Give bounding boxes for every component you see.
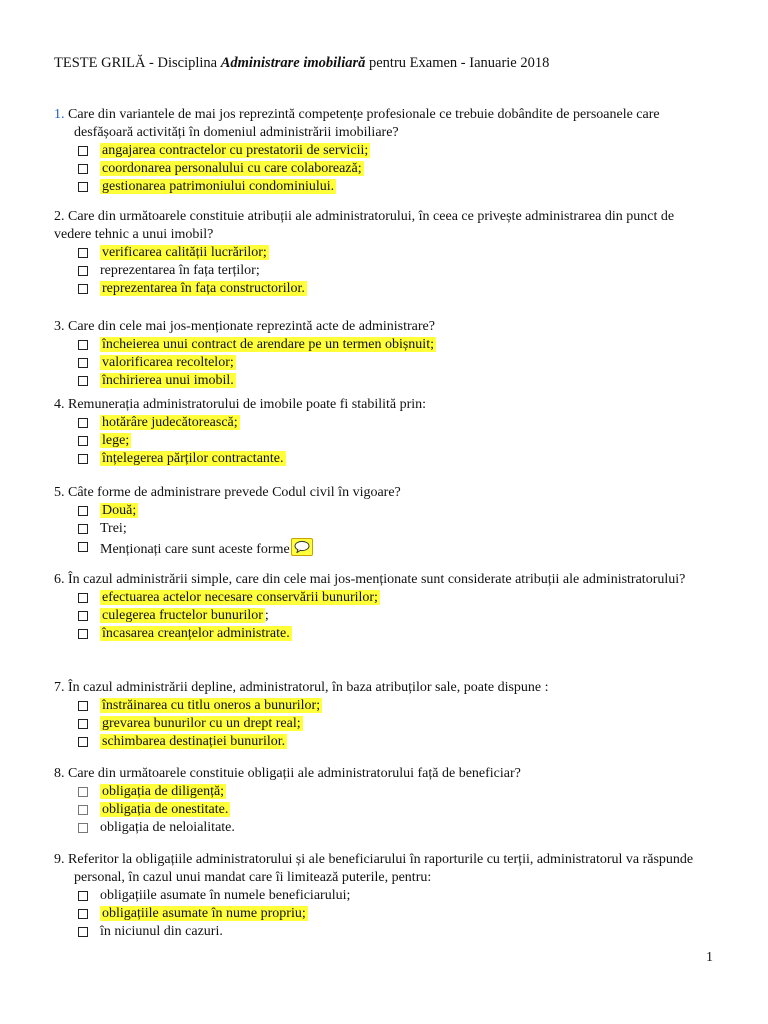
question-1 bbox=[54, 106, 714, 196]
option-text: grevarea bunurilor cu un drept real; bbox=[102, 716, 301, 731]
question-number: 6. bbox=[54, 572, 65, 587]
option-text: lege; bbox=[102, 433, 130, 448]
option-text: reprezentarea în fața constructorilor. bbox=[102, 281, 305, 296]
question-text: 3. Care din cele mai jos-menționate reprezintă acte de administrare? bbox=[54, 319, 435, 334]
checkbox-icon[interactable] bbox=[78, 284, 88, 294]
question-3 bbox=[54, 318, 714, 390]
question-2 bbox=[54, 208, 714, 298]
option-row bbox=[54, 520, 714, 538]
header-subject: Administrare imobiliară bbox=[220, 55, 366, 71]
checkbox-icon[interactable] bbox=[78, 927, 88, 937]
option-text: coordonarea personalului cu care colaborează; bbox=[102, 161, 362, 176]
option-text: verificarea calității lucrărilor; bbox=[102, 245, 267, 260]
option-row bbox=[54, 450, 714, 468]
option-text: în niciunul din cazuri. bbox=[100, 924, 223, 939]
checkbox-icon[interactable] bbox=[78, 248, 88, 258]
option-row bbox=[54, 432, 714, 450]
option-row bbox=[54, 336, 714, 354]
checkbox-icon[interactable] bbox=[78, 340, 88, 350]
question-5 bbox=[54, 484, 714, 556]
option-text: angajarea contractelor cu prestatorii de servicii; bbox=[102, 143, 369, 158]
checkbox-icon[interactable] bbox=[78, 611, 88, 621]
option-text: culegerea fructelor bunurilor bbox=[102, 608, 263, 623]
question-text: 7. În cazul administrării depline, administratorul, în baza atribuților sale, poate dispune : bbox=[54, 680, 549, 695]
checkbox-icon[interactable] bbox=[78, 737, 88, 747]
checkbox-icon[interactable] bbox=[78, 376, 88, 386]
option-row bbox=[54, 538, 714, 556]
header-suffix: pentru Examen - Ianuarie 2018 bbox=[368, 55, 550, 71]
question-number: 3. bbox=[54, 319, 65, 334]
checkbox-icon[interactable] bbox=[78, 805, 88, 815]
checkbox-icon[interactable] bbox=[78, 629, 88, 639]
option-row bbox=[54, 262, 714, 280]
question-9 bbox=[54, 851, 714, 941]
checkbox-icon[interactable] bbox=[78, 436, 88, 446]
option-row bbox=[54, 819, 714, 837]
page-number: 1 bbox=[706, 950, 713, 965]
checkbox-icon[interactable] bbox=[78, 506, 88, 516]
option-text: înțelegerea părților contractante. bbox=[102, 451, 284, 466]
option-row bbox=[54, 372, 714, 390]
checkbox-icon[interactable] bbox=[78, 719, 88, 729]
option-text: reprezentarea în fața terților; bbox=[100, 263, 260, 278]
question-text: 8. Care din următoarele constituie obligații ale administratorului față de beneficiar? bbox=[54, 766, 521, 781]
option-text: obligația de diligență; bbox=[102, 784, 225, 799]
option-text: înstrăinarea cu titlu oneros a bunurilor; bbox=[102, 698, 321, 713]
question-number: 8. bbox=[54, 766, 65, 781]
document-header bbox=[54, 55, 549, 72]
header-prefix: TESTE GRILĂ - Disciplina bbox=[54, 55, 218, 71]
checkbox-icon[interactable] bbox=[78, 358, 88, 368]
option-text: Trei; bbox=[100, 521, 127, 536]
question-text: 1. Care din variantele de mai jos reprezintă competențe profesionale ce trebuie dobândite de persoanele care desfășoară activități în domeniul administrării imobiliare? bbox=[54, 107, 660, 140]
option-text: obligația de onestitate. bbox=[102, 802, 229, 817]
option-row bbox=[54, 887, 714, 905]
option-row bbox=[54, 142, 714, 160]
checkbox-icon[interactable] bbox=[78, 418, 88, 428]
option-row bbox=[54, 923, 714, 941]
question-text: 9. Referitor la obligațiile administratorului și ale beneficiarului în raporturile cu terții, administratorul va răspunde personal, în cazul unui mandat care îi limitează puterile, pentru: bbox=[54, 852, 694, 885]
checkbox-icon[interactable] bbox=[78, 891, 88, 901]
question-number: 5. bbox=[54, 485, 65, 500]
checkbox-icon[interactable] bbox=[78, 146, 88, 156]
question-text: 4. Remunerația administratorului de imobile poate fi stabilită prin: bbox=[54, 397, 427, 412]
question-4 bbox=[54, 396, 714, 468]
option-row bbox=[54, 354, 714, 372]
checkbox-icon[interactable] bbox=[78, 823, 88, 833]
checkbox-icon[interactable] bbox=[78, 454, 88, 464]
checkbox-icon[interactable] bbox=[78, 266, 88, 276]
question-8 bbox=[54, 765, 714, 837]
option-row: culegerea fructelor bunurilor ; bbox=[54, 607, 714, 625]
question-number: 1. bbox=[54, 107, 65, 122]
option-row bbox=[54, 801, 714, 819]
question-text: 2. Care din următoarele constituie atribuții ale administratorului, în ceea ce privește administrarea din punct de vedere tehnic a unui imobil? bbox=[54, 209, 675, 242]
option-row bbox=[54, 625, 714, 643]
option-row bbox=[54, 715, 714, 733]
option-row bbox=[54, 244, 714, 262]
option-text: încheierea unui contract de arendare pe un termen obișnuit; bbox=[102, 337, 434, 352]
checkbox-icon[interactable] bbox=[78, 182, 88, 192]
option-text: Menționați care sunt aceste forme bbox=[100, 542, 290, 557]
option-text: gestionarea patrimoniului condominiului. bbox=[102, 179, 335, 194]
option-row bbox=[54, 280, 714, 298]
option-text: valorificarea recoltelor; bbox=[102, 355, 234, 370]
checkbox-icon[interactable] bbox=[78, 542, 88, 552]
checkbox-icon[interactable] bbox=[78, 164, 88, 174]
question-number: 4. bbox=[54, 397, 65, 412]
option-text: închirierea unui imobil. bbox=[102, 373, 234, 388]
option-row bbox=[54, 783, 714, 801]
question-text: 5. Câte forme de administrare prevede Codul civil în vigoare? bbox=[54, 485, 401, 500]
question-6 bbox=[54, 571, 714, 643]
option-row bbox=[54, 733, 714, 751]
option-text: încasarea creanțelor administrate. bbox=[102, 626, 290, 641]
checkbox-icon[interactable] bbox=[78, 593, 88, 603]
option-row bbox=[54, 502, 714, 520]
option-text: Două; bbox=[102, 503, 137, 518]
question-number: 9. bbox=[54, 852, 65, 867]
option-text: obligațiile asumate în numele beneficiarului; bbox=[100, 888, 351, 903]
option-row bbox=[54, 178, 714, 196]
question-number: 2. bbox=[54, 209, 65, 224]
option-row bbox=[54, 160, 714, 178]
checkbox-icon[interactable] bbox=[78, 787, 88, 797]
option-text: efectuarea actelor necesare conservării bunurilor; bbox=[102, 590, 378, 605]
comment-bubble-icon[interactable] bbox=[291, 538, 313, 556]
option-text: schimbarea destinației bunurilor. bbox=[102, 734, 286, 749]
option-row bbox=[54, 697, 714, 715]
option-text: obligațiile asumate în nume propriu; bbox=[102, 906, 306, 921]
checkbox-icon[interactable] bbox=[78, 701, 88, 711]
question-7 bbox=[54, 679, 714, 751]
option-text: obligația de neloialitate. bbox=[100, 820, 235, 835]
option-text: hotărâre judecătorească; bbox=[102, 415, 238, 430]
option-row bbox=[54, 905, 714, 923]
checkbox-icon[interactable] bbox=[78, 909, 88, 919]
checkbox-icon[interactable] bbox=[78, 524, 88, 534]
option-row bbox=[54, 589, 714, 607]
option-row bbox=[54, 414, 714, 432]
question-text: 6. În cazul administrării simple, care din cele mai jos-menționate sunt considerate atribuții ale administratorului? bbox=[54, 572, 686, 587]
question-number: 7. bbox=[54, 680, 65, 695]
